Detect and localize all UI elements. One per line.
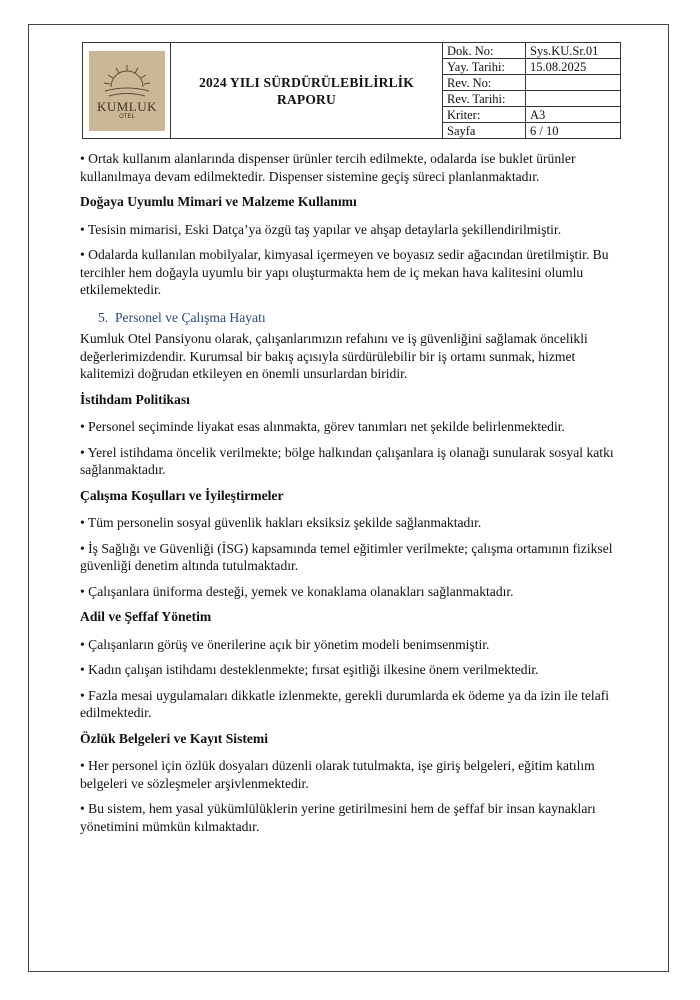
bullet-paragraph: • Yerel istihdama öncelik verilmekte; bölge halkından çalışanlara iş olanağı sunularak sosyal katkı sağlanmaktadır. [80, 444, 614, 477]
meta-label: Dok. No: [443, 43, 526, 59]
document-header-table [82, 42, 621, 139]
report-title-cell [171, 43, 443, 139]
meta-value: 15.08.2025 [526, 59, 621, 75]
section-heading-personel [98, 309, 628, 327]
document-body [80, 150, 628, 843]
section-title: Personel ve Çalışma Hayatı [115, 309, 266, 325]
logo-wordmark: KUMLUK [96, 98, 158, 114]
bullet-paragraph: • Çalışanların görüş ve önerilerine açık bir yönetim modeli benimsenmiştir. [80, 636, 490, 652]
meta-label: Yay. Tarihi: [443, 59, 526, 75]
meta-value [526, 75, 621, 91]
meta-label: Sayfa [443, 123, 526, 139]
logo-subtext: OTEL [119, 113, 135, 120]
report-title-line1: 2024 YILI SÜRDÜRÜLEBİLİRLİK [199, 74, 414, 90]
meta-value: Sys.KU.Sr.01 [526, 43, 621, 59]
bullet-paragraph: • Personel seçiminde liyakat esas alınmakta, görev tanımları net şekilde belirlenmektedir. [80, 419, 565, 434]
section-intro: Kumluk Otel Pansiyonu olarak, çalışanlarımızın refahını ve iş güvenliğini sağlamak öncelikli değerlerimizdendir. Kurumsal bir bakış açısıyla sürdürülebilir bir iş ortamı sunmak, hizmet kalitemizi doğrudan etkileyen en önemli unsurlardan biridir. [80, 331, 588, 381]
bullet-paragraph: • Ortak kullanım alanlarında dispenser ürünler tercih edilmekte, odalarda ise buklet ürünler kullanılmaya devam edilmektedir. Dispenser sistemine geçiş süreci planlanmaktadır. [80, 151, 576, 184]
bullet-paragraph: • Bu sistem, hem yasal yükümlülüklerin yerine getirilmesini hem de şeffaf bir insan kaynakları yönetimini mümkün kılmaktadır. [80, 801, 596, 834]
bullet-paragraph: • Tesisin mimarisi, Eski Datça’ya özgü taş yapılar ve ahşap detaylarla şekillendirilmiştir. [80, 221, 562, 237]
bullet-paragraph: • Tüm personelin sosyal güvenlik hakları eksiksiz şekilde sağlanmaktadır. [80, 515, 482, 530]
bullet-paragraph: • Her personel için özlük dosyaları düzenli olarak tutulmakta, işe giriş belgeleri, eğitim katılım belgeleri ve sözleşmeler arşivlenmektedir. [80, 758, 595, 791]
bullet-paragraph: • İş Sağlığı ve Güvenliği (İSG) kapsamında temel eğitimler verilmekte; çalışma ortamının fiziksel güvenliği denetim altında tutulmaktadır. [80, 540, 613, 573]
subheading-ozluk: Özlük Belgeleri ve Kayıt Sistemi [80, 730, 269, 746]
subheading-istihdam: İstihdam Politikası [80, 391, 190, 407]
subheading-adil: Adil ve Şeffaf Yönetim [80, 609, 212, 624]
subheading-mimari: Doğaya Uyumlu Mimari ve Malzeme Kullanımı [80, 194, 357, 209]
kumluk-logo [89, 51, 165, 131]
bullet-paragraph: • Kadın çalışan istihdamı desteklenmekte; fırsat eşitliği ilkesine önem verilmektedir. [80, 662, 539, 677]
subheading-calisma: Çalışma Koşulları ve İyileştirmeler [80, 487, 284, 503]
meta-label: Rev. Tarihi: [443, 91, 526, 107]
section-number: 5. [98, 309, 109, 325]
meta-value [526, 91, 621, 107]
meta-label: Rev. No: [443, 75, 526, 91]
meta-label: Kriter: [443, 107, 526, 123]
report-title-line2: RAPORU [277, 91, 336, 107]
bullet-paragraph: • Fazla mesai uygulamaları dikkatle izlenmekte, gerekli durumlarda ek ödeme ya da izin ile telafi edilmektedir. [80, 687, 610, 720]
bullet-paragraph: • Odalarda kullanılan mobilyalar, kimyasal içermeyen ve boyasız sedir ağacından üretilmiştir. Bu tercihler hem doğayla uyumlu bir yapı oluşturmakta hem de iç mekan hava kalitesini olumlu etkilemektedir. [80, 247, 609, 297]
meta-value: 6 / 10 [526, 123, 621, 139]
bullet-paragraph: • Çalışanlara üniforma desteği, yemek ve konaklama olanakları sağlanmaktadır. [80, 583, 514, 599]
meta-value: A3 [526, 107, 621, 123]
logo-cell [83, 43, 171, 139]
